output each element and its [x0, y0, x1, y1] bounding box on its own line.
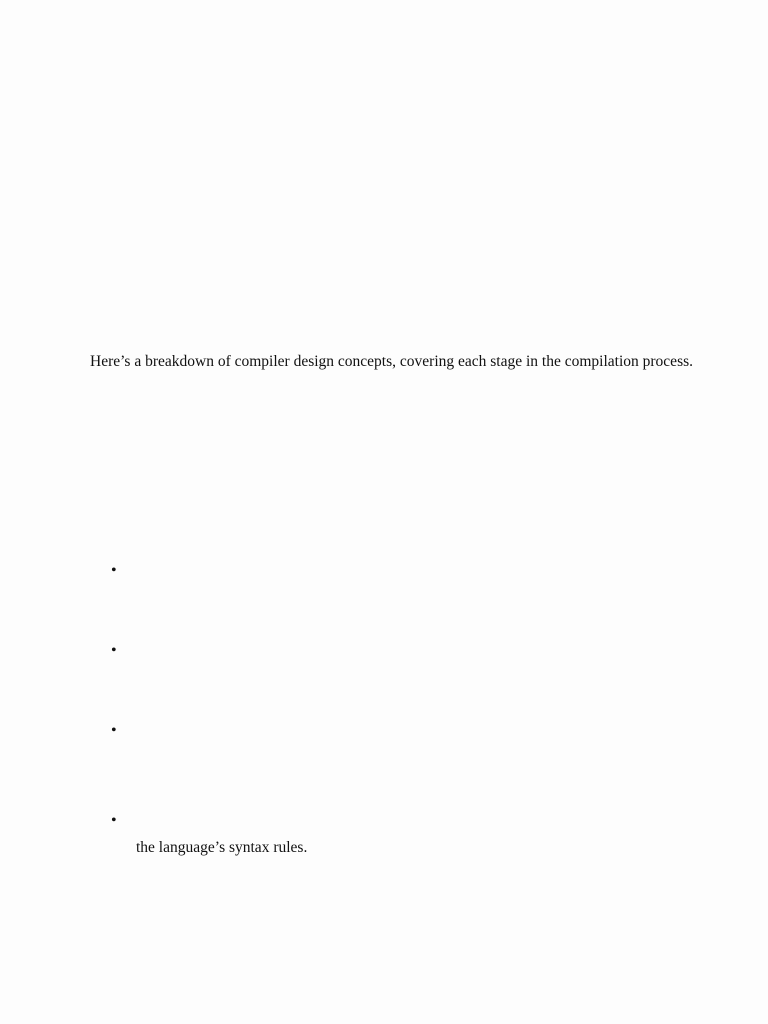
bullet-marker: • [111, 642, 117, 659]
bullet-marker: • [111, 562, 117, 579]
intro-paragraph: Here’s a breakdown of compiler design concepts, covering each stage in the compilation process. [90, 353, 694, 370]
bullet-marker: • [111, 812, 117, 829]
bullet-marker: • [111, 722, 117, 739]
list-item-text: the language’s syntax rules. [136, 839, 308, 856]
